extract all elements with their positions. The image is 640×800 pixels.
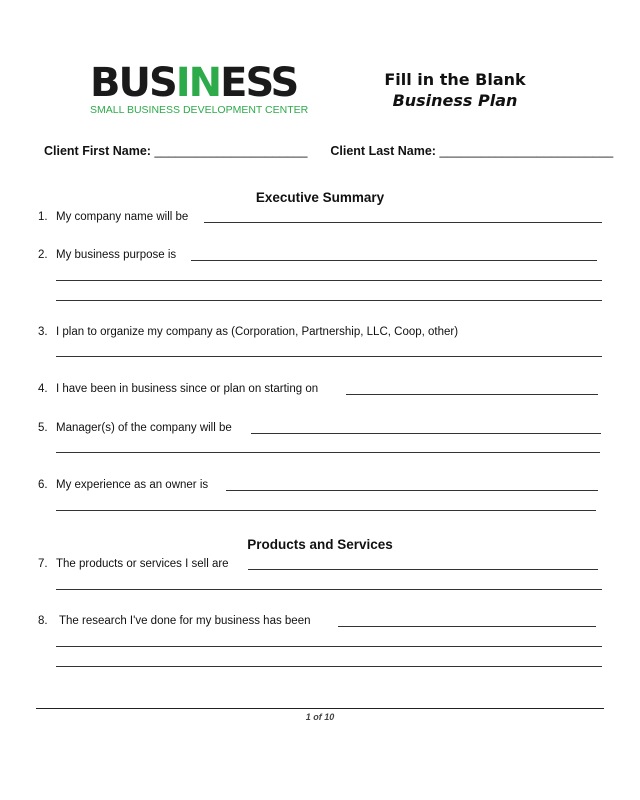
question-number: 4. [38, 383, 48, 395]
question-3 [38, 326, 458, 338]
answer-line[interactable] [56, 356, 602, 357]
section-executive-summary: Executive Summary [255, 190, 385, 205]
business-logo [90, 62, 330, 116]
question-number: 3. [38, 326, 48, 338]
question-number: 5. [38, 422, 48, 434]
footer-divider [36, 708, 604, 709]
question-number: 7. [38, 558, 48, 570]
client-name-row [44, 144, 614, 158]
answer-line[interactable] [56, 646, 602, 647]
question-number: 2. [38, 249, 48, 261]
question-text: I plan to organize my company as (Corporation, Partnership, LLC, Coop, other) [56, 326, 459, 338]
question-number: 1. [38, 211, 48, 223]
client-last-name-label: Client Last Name: [330, 144, 436, 158]
answer-line[interactable] [346, 394, 598, 395]
question-1 [38, 211, 188, 223]
answer-line[interactable] [251, 433, 601, 434]
question-text: The research I've done for my business has been [56, 615, 311, 627]
question-number: 8. [38, 615, 48, 627]
question-6 [38, 479, 208, 491]
answer-line[interactable] [204, 222, 602, 223]
answer-line[interactable] [191, 260, 597, 261]
answer-line[interactable] [248, 569, 598, 570]
client-first-name-field[interactable]: ______________________ [154, 144, 308, 158]
question-8 [38, 615, 311, 627]
question-text: The products or services I sell are [56, 558, 229, 570]
answer-line[interactable] [226, 490, 598, 491]
question-text: Manager(s) of the company will be [56, 422, 232, 434]
answer-line[interactable] [56, 510, 596, 511]
answer-line[interactable] [56, 589, 602, 590]
logo-subtitle: SMALL BUSINESS DEVELOPMENT CENTER [90, 104, 309, 116]
answer-line[interactable] [56, 280, 602, 281]
logo-part-3: ESS [220, 60, 298, 106]
answer-line[interactable] [338, 626, 596, 627]
answer-line[interactable] [56, 452, 600, 453]
question-text: My experience as an owner is [56, 479, 209, 491]
client-first-name-label: Client First Name: [44, 144, 151, 158]
logo-part-1: BUS [90, 60, 176, 106]
question-2 [38, 249, 176, 261]
question-text: My business purpose is [56, 249, 177, 261]
question-number: 6. [38, 479, 48, 491]
logo-part-2: IN [175, 60, 221, 106]
client-last-name-field[interactable]: _________________________ [439, 144, 614, 158]
answer-line[interactable] [56, 300, 602, 301]
page-number: 1 of 10 [305, 712, 335, 722]
document-title [360, 70, 550, 112]
question-7 [38, 558, 229, 570]
question-text: I have been in business since or plan on starting on [56, 383, 319, 395]
question-4 [38, 383, 318, 395]
section-products-and-services: Products and Services [247, 537, 393, 552]
question-5 [38, 422, 232, 434]
logo-wordmark [90, 62, 330, 104]
title-line-1: Fill in the Blank [384, 70, 526, 89]
title-line-2: Business Plan [392, 91, 518, 110]
answer-line[interactable] [56, 666, 602, 667]
question-text: My company name will be [56, 211, 189, 223]
